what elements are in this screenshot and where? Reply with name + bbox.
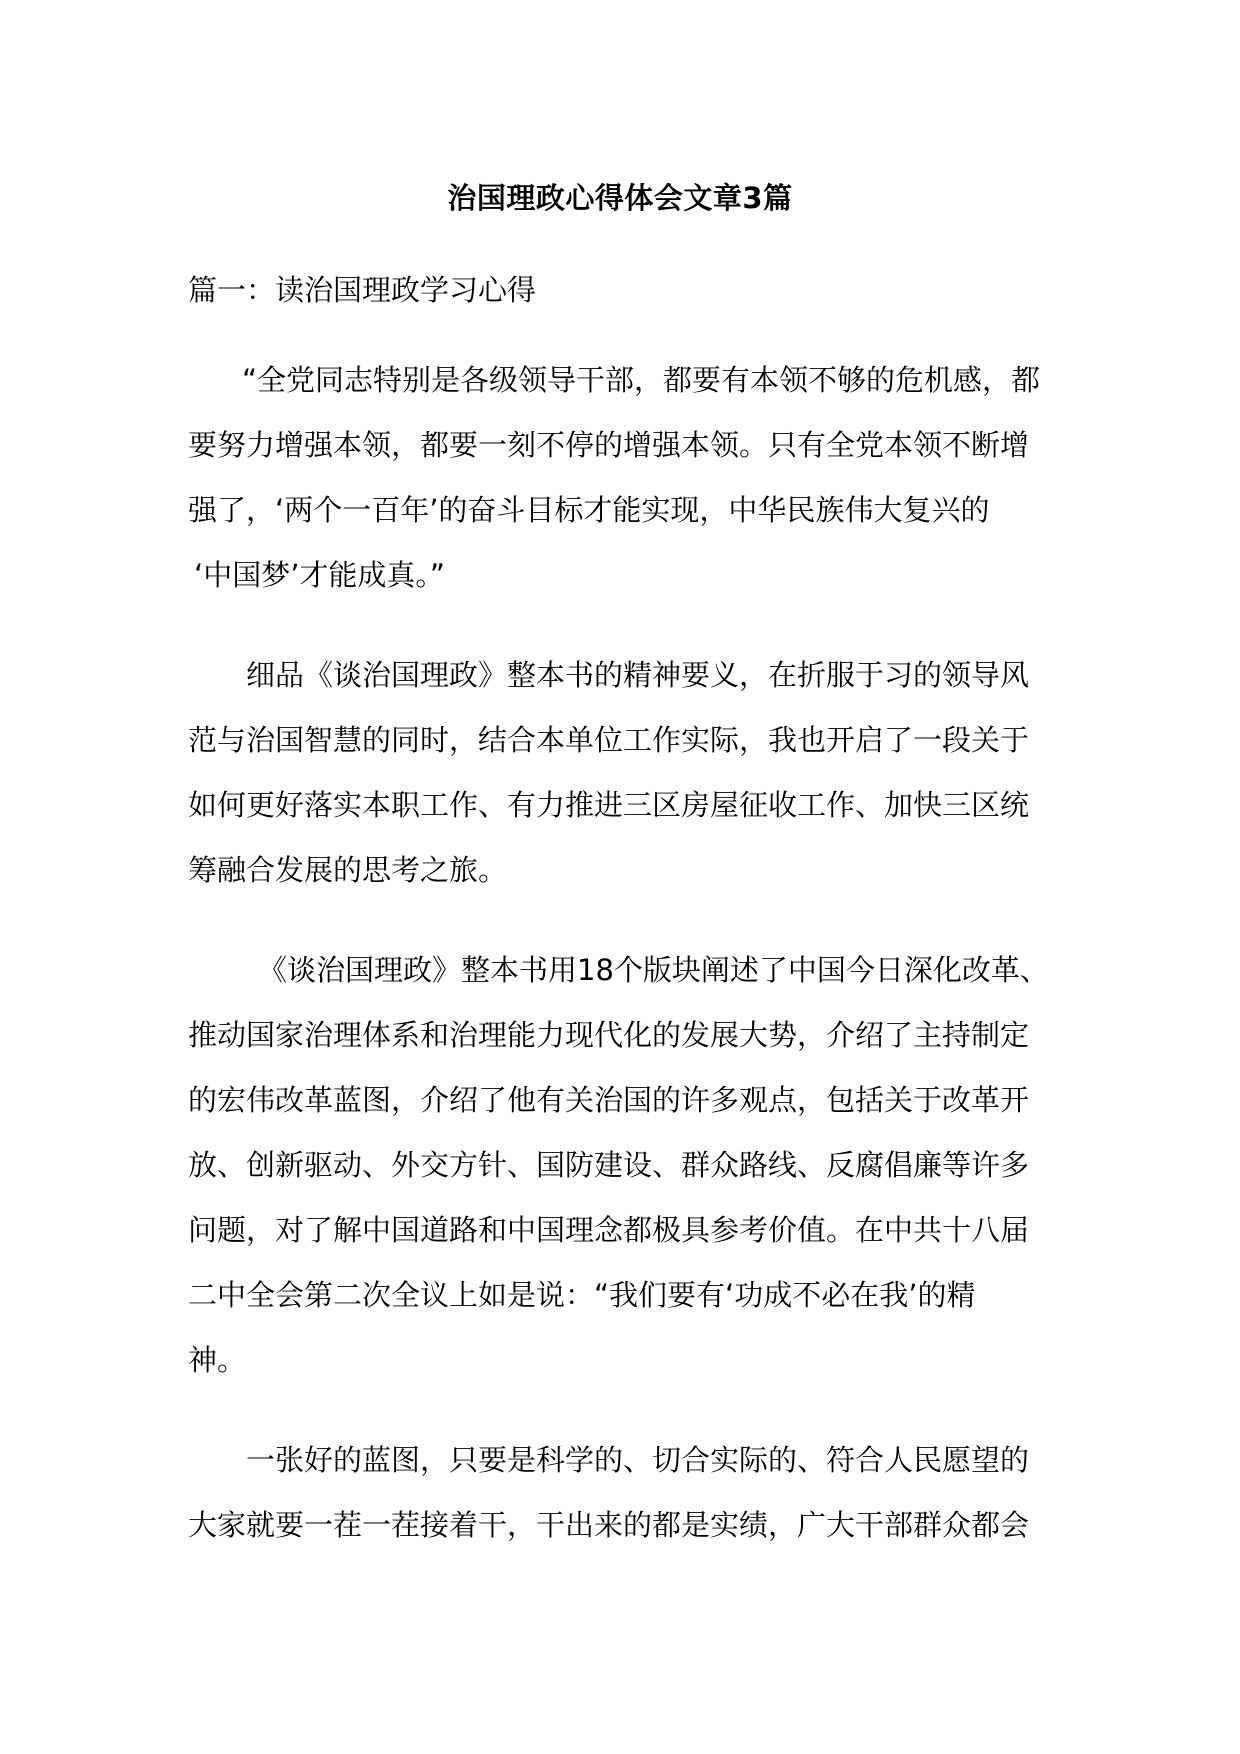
paragraph-line: 的宏伟改革蓝图，介绍了他有关治国的许多观点，包括关于改革开	[188, 1083, 1030, 1117]
paragraph-1	[188, 348, 1068, 608]
paragraph-line: 强了，‘两个一百年’的奋斗目标才能实现，中华民族伟大复兴的	[188, 493, 990, 527]
paragraph-line: “全党同志特别是各级领导干部，都要有本领不够的危机感，都	[242, 363, 1041, 397]
section-heading: 篇一：读治国理政学习心得	[188, 273, 537, 307]
paragraph-line: 推动国家治理体系和治理能力现代化的发展大势，介绍了主持制定	[188, 1018, 1030, 1052]
paragraph-line: 二中全会第二次全议上如是说：“我们要有‘功成不必在我’的精	[188, 1278, 976, 1312]
document-title: 治国理政心得体会文章3篇	[447, 181, 793, 215]
paragraph-line: ‘中国梦’才能成真。”	[194, 558, 445, 592]
paragraph-line: 问题，对了解中国道路和中国理念都极具参考价值。在中共十八届	[188, 1213, 1030, 1247]
paragraph-line: 《谈治国理政》整本书用18个版块阐述了中国今日深化改革、	[258, 953, 1049, 987]
paragraph-line: 筹融合发展的思考之旅。	[188, 853, 508, 887]
paragraph-line: 神。	[188, 1343, 247, 1377]
paragraph-line: 一张好的蓝图，只要是科学的、切合实际的、符合人民愿望的	[246, 1443, 1030, 1477]
paragraph-4	[188, 1428, 1068, 1558]
paragraph-line: 放、创新驱动、外交方针、国防建设、群众路线、反腐倡廉等许多	[188, 1148, 1030, 1182]
paragraph-line: 要努力增强本领，都要一刻不停的增强本领。只有全党本领不断增	[188, 428, 1030, 462]
paragraph-2	[188, 643, 1068, 903]
paragraph-line: 如何更好落实本职工作、有力推进三区房屋征收工作、加快三区统	[188, 788, 1030, 822]
paragraph-3	[188, 938, 1068, 1393]
paragraph-line: 大家就要一茬一茬接着干，干出来的都是实绩，广大干部群众都会	[188, 1508, 1030, 1542]
paragraph-line: 细品《谈治国理政》整本书的精神要义，在折服于习的领导风	[246, 658, 1030, 692]
paragraph-line: 范与治国智慧的同时，结合本单位工作实际，我也开启了一段关于	[188, 723, 1030, 757]
